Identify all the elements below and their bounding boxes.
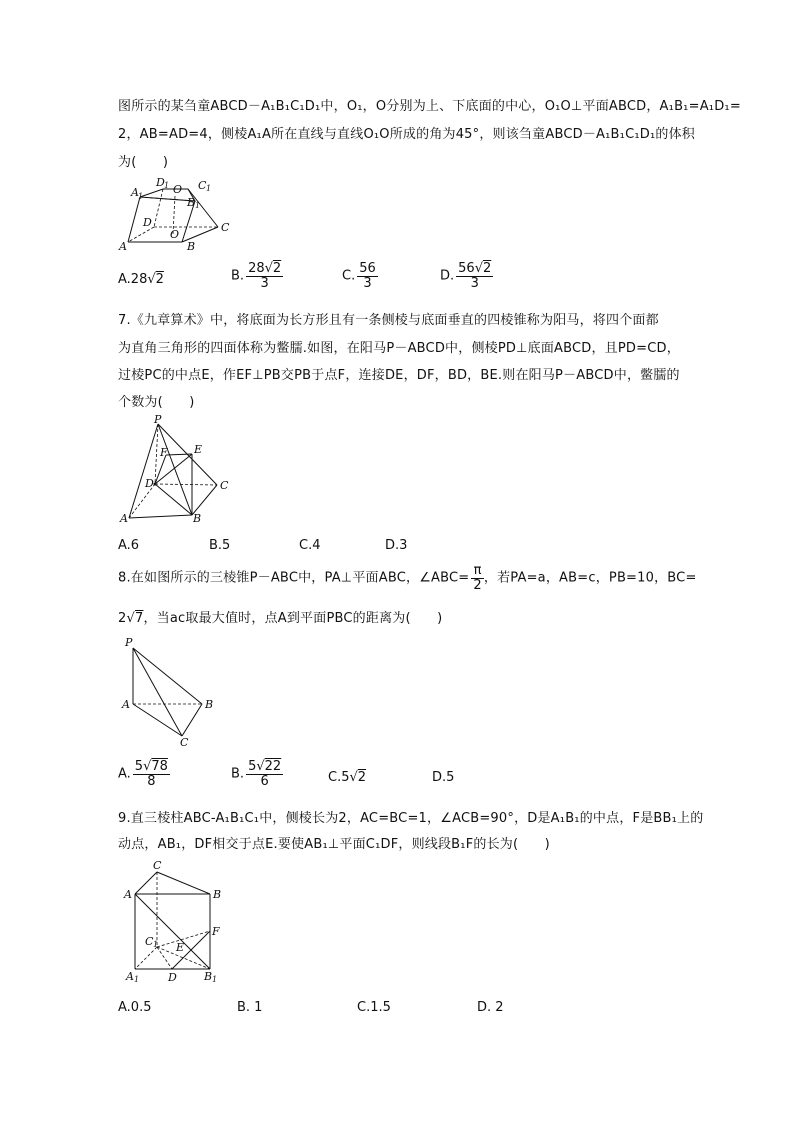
- q8-option-c[interactable]: C.5√2: [328, 770, 367, 785]
- fig8-label-c: C: [180, 736, 189, 748]
- fig7-label-p: P: [154, 415, 162, 426]
- fig6-label-o: O: [170, 228, 180, 241]
- fig7-label-b: B: [193, 512, 202, 525]
- fig9-label-b1: B: [204, 970, 213, 983]
- q8-option-b-num-radicand: 22: [264, 759, 282, 774]
- q7-line1: 7.《九章算术》中，将底面为长方形且有一条侧棱与底面垂直的四棱锥称为阳马，将四个面都: [118, 313, 659, 328]
- q9-option-b[interactable]: B. 1: [237, 1000, 263, 1015]
- q8-option-a-den: 8: [147, 773, 156, 789]
- fig6-label-c1: C: [198, 179, 207, 192]
- q9-option-d[interactable]: D. 2: [477, 1000, 504, 1015]
- q6-option-d-num-coef: 56: [458, 261, 475, 276]
- fig6-label-b1: B: [187, 196, 196, 209]
- q6-option-c-prefix: C.: [342, 268, 356, 284]
- q8-option-a-num-coef: 5: [134, 759, 144, 774]
- fig9-label-e: E: [176, 941, 185, 954]
- q6-option-d[interactable]: D. $\frac{56√2}{3}$: [440, 261, 492, 291]
- fig7-label-f: F: [160, 446, 168, 459]
- q7-line4: 个数为( ): [118, 395, 195, 410]
- q6-line1: 图所示的某刍童ABCD－A₁B₁C₁D₁中，O₁，O分别为上、下底面的中心，O₁O⊥平面ABCD，A₁B₁=A₁D₁=: [118, 99, 741, 114]
- q6-line2: 2，AB=AD=4，侧棱A₁A所在直线与直线O₁O所成的角为45°，则该刍童ABCD－A₁B₁C₁D₁的体积: [118, 127, 695, 142]
- q6-option-b-num-radicand: 2: [272, 261, 282, 276]
- q6-option-b-prefix: B.: [231, 268, 245, 284]
- fig8-label-a: A: [122, 698, 130, 711]
- fig9-sub-b1: 1: [212, 975, 218, 984]
- q9-figure: [118, 856, 228, 988]
- q6-option-a-prefix: A.28: [118, 272, 148, 287]
- fig9-label-c1: C: [145, 935, 154, 948]
- q6-option-d-num-radicand: 2: [483, 261, 492, 276]
- fig9-sub-c1: 1: [153, 940, 159, 949]
- q8-option-c-radicand: 2: [357, 770, 367, 785]
- q8-option-a-num-radicand: 78: [151, 759, 168, 774]
- q6-option-a[interactable]: A.28√2: [118, 272, 164, 287]
- q6-option-d-prefix: D.: [440, 268, 455, 284]
- fig9-label-f: F: [212, 925, 220, 938]
- fig7-label-d: D: [145, 477, 154, 490]
- fig6-sub-c1: 1: [206, 184, 212, 193]
- fig9-label-a: A: [124, 888, 132, 901]
- q8-option-d[interactable]: D.5: [432, 770, 455, 785]
- q6-option-c-num: 56: [359, 261, 376, 276]
- fig7-label-c: C: [220, 479, 229, 492]
- q8-angle-den: 2: [473, 577, 482, 593]
- q6-figure: [118, 176, 238, 254]
- q8-option-b-num-coef: 5: [248, 759, 257, 774]
- q8-line2-radicand: 7: [134, 611, 144, 626]
- fig8-label-b: B: [205, 698, 214, 711]
- fig9-label-d: D: [168, 971, 177, 984]
- q8-line2: 2√7，当ac取最大值时，点A到平面PBC的距离为( ): [118, 611, 443, 626]
- fig6-label-d1: D: [156, 176, 165, 189]
- fig6-label-c: C: [221, 221, 230, 234]
- q8-line1-a: 8.在如图所示的三棱锥P－ABC中，PA⊥平面ABC，∠ABC=: [118, 570, 470, 586]
- q6-option-c-den: 3: [363, 275, 372, 291]
- q6-option-a-radicand: 2: [155, 272, 164, 287]
- fig6-sub-a1: 1: [138, 192, 144, 201]
- q6-option-d-den: 3: [470, 275, 479, 291]
- q8-line1-b: ，若PA=a，AB=c，PB=10，BC=: [483, 570, 697, 586]
- q7-figure: [118, 415, 238, 527]
- fig6-label-a1: A: [131, 186, 139, 199]
- q8-line1: [118, 564, 697, 592]
- q6-option-b[interactable]: B. $\frac{28√2}{3}$: [231, 261, 282, 291]
- q6-option-b-den: 3: [260, 275, 269, 291]
- fig6-label-o1: O: [173, 183, 183, 196]
- q6-option-c[interactable]: [342, 262, 378, 290]
- q8-option-a-prefix: A.: [118, 766, 131, 782]
- q9-line2: 动点，AB₁，DF相交于点E.要使AB₁⊥平面C₁DF，则线段B₁F的长为( ): [118, 837, 550, 852]
- fig7-label-a: A: [120, 512, 128, 525]
- q9-option-a[interactable]: A.0.5: [118, 1000, 152, 1015]
- q7-option-b[interactable]: B.5: [209, 538, 231, 553]
- q8-option-b-den: 6: [260, 773, 269, 789]
- fig7-label-e: E: [194, 443, 203, 456]
- q9-line1: 9.直三棱柱ABC-A₁B₁C₁中，侧棱长为2，AC=BC=1，∠ACB=90°，D是A₁B₁的中点，F是BB₁上的: [118, 811, 704, 826]
- q6-line3: 为( ): [118, 155, 169, 170]
- fig6-sub-b1: 1: [195, 201, 201, 210]
- q8-option-c-prefix: C.5: [328, 770, 350, 785]
- q8-figure: [118, 636, 223, 748]
- q7-line3: 过棱PC的中点E，作EF⊥PB交PB于点F，连接DE，DF，BD，BE.则在阳马P－ABCD中，鳖臑的: [118, 368, 680, 383]
- fig9-sub-a1: 1: [134, 975, 140, 984]
- q9-option-c[interactable]: C.1.5: [357, 1000, 391, 1015]
- q7-option-d[interactable]: D.3: [385, 538, 408, 553]
- fig9-label-c: C: [153, 859, 162, 872]
- fig6-label-b: B: [187, 240, 196, 253]
- q8-line2-b: ，当ac取最大值时，点A到平面PBC的距离为( ): [143, 611, 443, 626]
- fig6-label-d: D: [143, 216, 152, 229]
- q8-option-a[interactable]: A. $\frac{5√78}{8}$: [118, 759, 168, 789]
- q8-angle-num: π: [471, 564, 483, 579]
- q7-line2: 为直角三角形的四面体称为鳖臑.如图，在阳马P－ABCD中，侧棱PD⊥底面ABCD，且PD=CD，: [118, 341, 680, 356]
- q8-option-b-prefix: B.: [231, 766, 245, 782]
- fig6-label-a: A: [119, 240, 127, 253]
- q6-option-b-num-coef: 28: [248, 261, 265, 276]
- q7-option-c[interactable]: C.4: [299, 538, 321, 553]
- q7-option-a[interactable]: A.6: [118, 538, 140, 553]
- fig8-label-p: P: [125, 636, 133, 649]
- fig6-sub-d1: 1: [164, 181, 170, 190]
- q8-line2-a: 2: [118, 611, 127, 626]
- q8-option-b[interactable]: B. $\frac{5√22}{6}$: [231, 759, 282, 789]
- fig9-label-a1: A: [126, 970, 134, 983]
- fig9-label-b: B: [213, 888, 222, 901]
